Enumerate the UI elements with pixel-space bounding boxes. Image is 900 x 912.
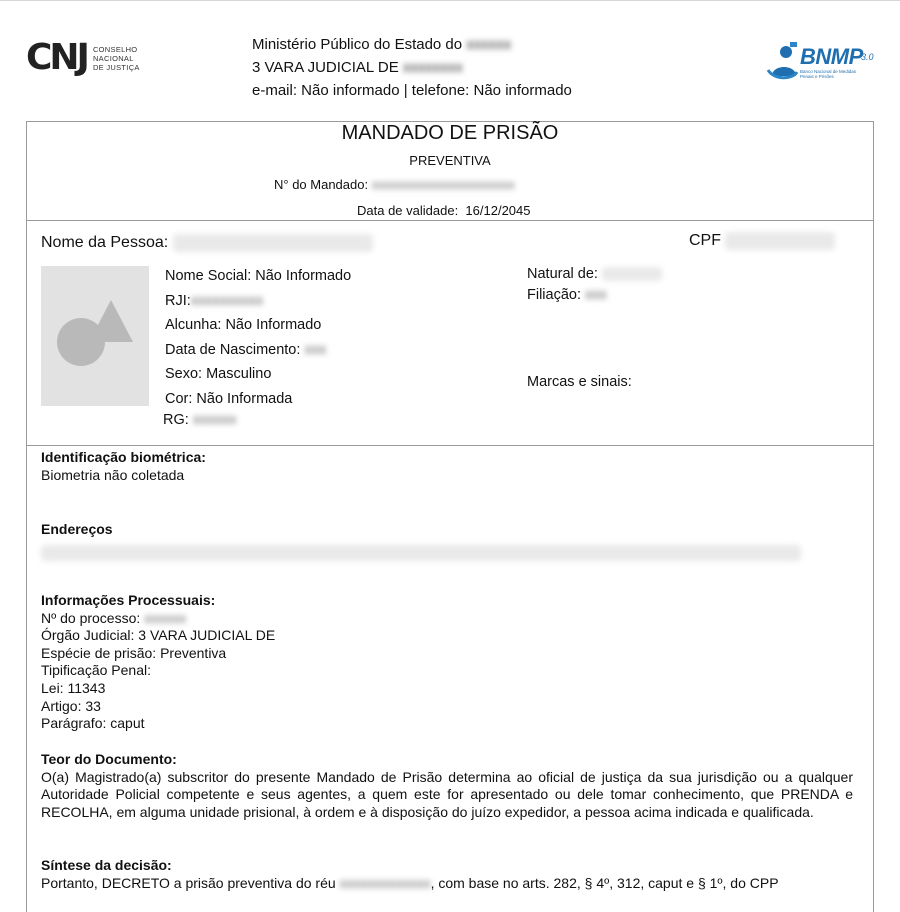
divider (27, 445, 873, 446)
bnmp-title: BNMP (800, 44, 863, 69)
bnmp-subtitle: Banco Nacional de Medidas Penais e Prisões (800, 69, 857, 79)
validity-date: Data de validade: 16/12/2045 (357, 203, 531, 218)
divider (27, 220, 873, 221)
penal-typification: Tipificação Penal: (41, 662, 151, 679)
warrant-box (26, 121, 874, 912)
process-number: Nº do processo: xxxxxx (41, 609, 187, 626)
person-cpf: CPF (689, 232, 835, 250)
warrant-number: N° do Mandado: xxxxxxxxxxxxxxxxxxxxxx (274, 177, 515, 192)
marks-and-signs: Marcas e sinais: (527, 374, 632, 390)
bnmp-logo (766, 42, 876, 82)
decision-summary-section (41, 857, 853, 892)
person-fields (165, 264, 351, 411)
summary-heading: Síntese da decisão: (41, 857, 172, 873)
document-subtitle: PREVENTIVA (409, 153, 491, 168)
redacted-rg: xxxxxx (192, 412, 237, 428)
bnmp-person-icon (766, 42, 798, 80)
redacted-filiation: xxx (585, 287, 607, 303)
rg: RG: xxxxxx (163, 412, 237, 428)
redacted-natural (602, 267, 662, 281)
redacted-address (41, 545, 801, 561)
top-border (0, 0, 900, 1)
cnj-logo-text (93, 45, 140, 72)
issuer-line: Ministério Público do Estado do xxxxxx (252, 36, 512, 53)
cnj-logo (26, 37, 140, 78)
redacted-warrant-number: xxxxxxxxxxxxxxxxxxxxxx (371, 177, 515, 192)
redacted-cpf (725, 232, 835, 250)
cnj-logo-line: DE JUSTIÇA (92, 62, 140, 72)
law: Lei: 11343 (41, 679, 106, 696)
issuer-header (252, 33, 572, 102)
alias: Alcunha: Não Informado (165, 317, 322, 333)
person-photo-placeholder (41, 266, 149, 406)
paragraph: Parágrafo: caput (41, 715, 145, 732)
content-text: O(a) Magistrado(a) subscritor do presente Mandado de Prisão determina ao oficial de justiça da sua jurisdição ou a qualquer Autoridade Policial competente e seus agentes, a quem este for apresentado ou dele tomar conhecimento, que PRENDA e RECOLHA, em alguma unidade prisional, à ordem e à disposição do juízo expedidor, a pessoa acima indicada e qualificada. (41, 768, 853, 820)
cnj-logo-line: NACIONAL (92, 53, 134, 63)
redacted-birth-date: xxx (304, 341, 327, 358)
birth-date: Data de Nascimento: xxx (165, 341, 327, 358)
redacted-rji: xxxxxxxxxx (190, 292, 264, 309)
document-content-section (41, 751, 853, 821)
redacted-defendant-name: xxxxxxxxxxxxx (339, 874, 431, 891)
article: Artigo: 33 (41, 697, 101, 714)
redacted-state: xxxxxx (466, 36, 512, 53)
summary-text: Portanto, DECRETO a prisão preventiva do réu xxxxxxxxxxxxx, com base no arts. 282, § 4º, 312, caput e § 1º, do CPP (41, 874, 779, 891)
biometric-heading: Identificação biométrica: (41, 449, 206, 465)
court-line: 3 VARA JUDICIAL DE xxxxxxxx (252, 59, 463, 76)
sex: Sexo: Masculino (165, 366, 272, 382)
biometric-value: Biometria não coletada (41, 466, 185, 483)
address-heading: Endereços (41, 521, 113, 537)
biometric-section (41, 449, 853, 484)
process-section (41, 592, 853, 733)
address-section (41, 521, 853, 565)
natural-of: Natural de: (527, 264, 662, 285)
cnj-logo-line: CONSELHO (92, 44, 138, 54)
social-name: Nome Social: Não Informado (165, 268, 352, 284)
redacted-process-number: xxxxxx (144, 609, 187, 626)
arrest-type: Espécie de prisão: Preventiva (41, 644, 227, 661)
bnmp-version: 3.0 (861, 52, 874, 62)
content-heading: Teor do Documento: (41, 751, 177, 767)
contact-line: e-mail: Não informado | telefone: Não informado (252, 82, 572, 99)
filiation: Filiação: xxx (527, 287, 607, 303)
color: Cor: Não Informada (165, 390, 293, 407)
process-heading: Informações Processuais: (41, 592, 216, 608)
document-title: MANDADO DE PRISÃO (341, 122, 559, 144)
rji: RJI:xxxxxxxxxx (165, 292, 264, 309)
court-organ: Órgão Judicial: 3 VARA JUDICIAL DE (41, 627, 276, 644)
photo-placeholder-icon (41, 266, 149, 406)
person-origin-fields (527, 264, 662, 306)
cnj-logo-mark: CNJ (26, 37, 87, 78)
redacted-name (173, 234, 373, 252)
person-name: Nome da Pessoa: (41, 234, 373, 252)
redacted-city: xxxxxxxx (402, 59, 463, 76)
